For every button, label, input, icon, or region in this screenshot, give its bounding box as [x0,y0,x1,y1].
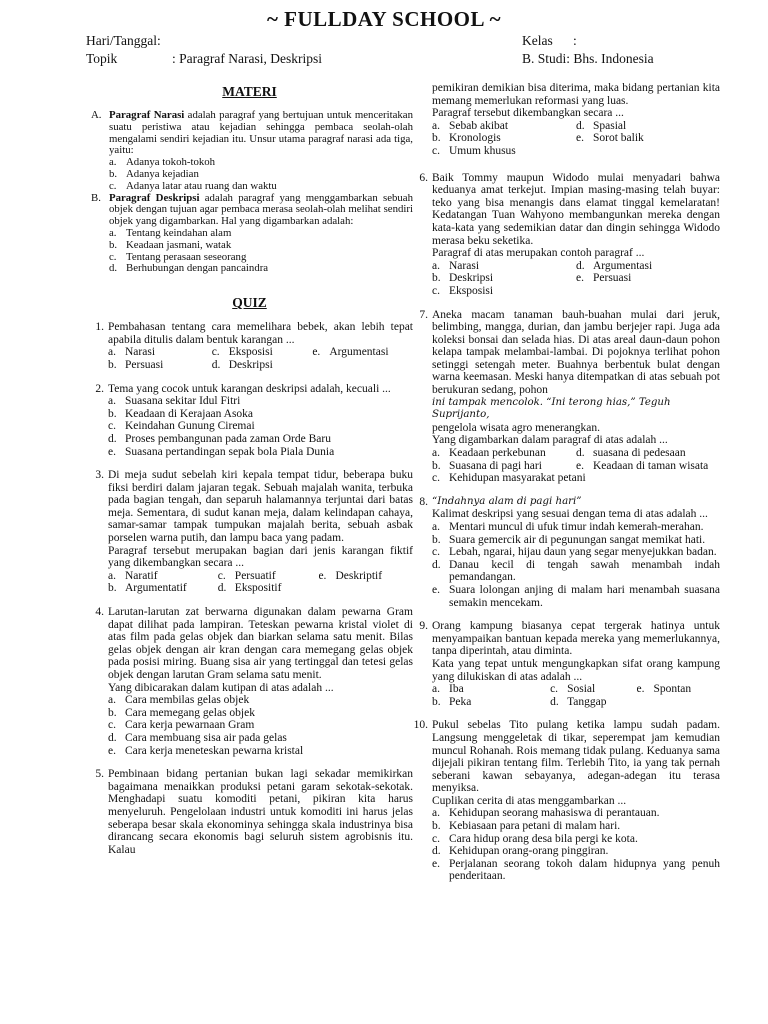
option: c. Kehidupan masyarakat petani [432,472,586,485]
option: d. Cara membuang sisa air pada gelas [108,731,287,744]
question-text: pemikiran demikian bisa diterima, maka bidang pertanian kita memang memerlukan reformasi yang luas. [432,82,720,107]
option: b. Kronologis [432,132,501,145]
option: e. Deskriptif [318,569,383,582]
option: c. Persuatif [217,569,276,582]
option: e. Perjalanan seorang tokoh dalam hidupnya yang penuh penderitaan. [432,857,720,883]
option: e. Keadaan di taman wisata [576,459,709,472]
question-5 [86,768,413,856]
option: a. Iba [432,683,464,696]
question-number: 2. [95,382,104,395]
question-prompt: Paragraf di atas merupakan contoh paragraf ... [432,247,645,260]
question-number: 10. [413,719,428,732]
option: d. Proses pembangunan pada zaman Orde Baru [108,432,331,445]
materi-a-label: A. [91,109,102,121]
option: a. Cara membilas gelas objek [108,694,250,707]
list-item: b. Keadaan jasmani, watak [109,238,232,251]
option: c. Eksposisi [211,346,273,359]
option: d. Deskripsi [211,358,273,371]
option: c. Lebah, ngarai, hijau daun yang segar menyejukkan badan. [432,546,717,559]
list-item: c. Tentang perasaan seseorang [109,250,247,263]
question-6 [410,172,720,298]
topik-label: Topik [86,51,118,66]
option: e. Cara kerja meneteskan pewarna kristal [108,744,304,757]
option: b. Persuasi [108,358,164,371]
option: c. Sosial [550,683,596,696]
question-prompt: Cuplikan cerita di atas menggambarkan ... [432,794,627,807]
option: a. Mentari muncul di ufuk timur indah kemerah-merahan. [432,521,704,533]
list-item: a. Adanya tokoh-tokoh [109,156,216,169]
option: c. Umum khusus [432,144,516,157]
question-7 [410,309,720,485]
question-text: Di meja sudut sebelah kiri kepala tempat tidur, beberapa buku fiksi berdiri dalam jajaran tegak. Sebuah majalah wanita, terbuka pada bagian tengah, dan separuh halamannya terjuntai dari batas meja. Sementara, di sudut kanan meja, dalam kelindapan cahaya, samar-samar tampak tumpukan majalah berita, sebuah asbak porselen warna putih, dan lampu baca yang padam. [108,469,413,545]
question-4 [86,606,413,757]
question-number: 7. [419,308,428,321]
kelas-label: Kelas : [522,33,577,48]
question-number: 6. [419,171,428,184]
option: e. Sorot balik [576,132,644,145]
option: a. Narasi [432,259,480,272]
list-item: a. Tentang keindahan alam [109,226,232,239]
question-number: 9. [419,620,428,633]
question-number: 8. [419,495,428,508]
question-prompt: Yang dibicarakan dalam kutipan di atas adalah ... [108,681,334,694]
materi-b [86,193,413,276]
option: b. Argumentatif [108,582,187,595]
option: a. Kehidupan seorang mahasiswa di perantauan. [432,807,660,820]
question-text: Orang kampung biasanya cepat tergerak hatinya untuk menyampaikan bantuan kepada mereka yang memerlukannya, tanpa diperintah, atau diminta. [432,620,720,658]
option: d. Argumentasi [576,259,653,272]
question-text: Pembinaan bidang pertanian bukan lagi sekadar memikirkan bagaimana menaikkan produksi petani garam sekotak-sekotak. Menghadapi suatu komoditi petani, pikiran kita harus menyeluruh. Pengelolaan industri untuk komoditi ini harus jelas seberapa besar skala ekonominya sehingga skala industrinya bisa dirancang secara ekonomis bagi seluruh sistem agrobisnis itu. Kalau [108,768,413,856]
question-text: Pukul sebelas Tito pulang ketika lampu sudah padam. Langsung menggeletak di tikar, seperempat jam kemudian muncul Rohanah. Rois memang tidak pulang. Keduanya sama dijejali pikiran tentang film. Terlebih Tito, ia yang tak pernah seberani kawan sebayanya, adegan-adegan itu terasa menyiksa. [432,719,720,795]
hari-tanggal-label: Hari/Tanggal: [86,33,161,48]
question-prompt: Kalimat deskripsi yang sesuai dengan tema di atas adalah ... [432,508,708,521]
question-text: pengelola wisata agro menerangkan. [432,421,600,434]
list-item: d. Berhubungan dengan pancaindra [109,262,269,275]
handwritten-quote: ini tampak mencolok. “Ini terong hias,” Teguh Suprijanto, [432,396,671,421]
question-prompt: Paragraf tersebut merupakan bagian dari jenis karangan fiktif yang dikembangkan secara ... [108,544,413,570]
question-2 [86,383,413,459]
option: c. Cara kerja pewarnaan Gram [108,719,255,732]
option: a. Suasana sekitar Idul Fitri [108,395,241,408]
option: a. Narasi [108,346,156,359]
option: b. Peka [432,695,472,708]
option: a. Naratif [108,569,158,582]
question-9 [410,620,720,708]
option: d. Tanggap [550,695,607,708]
option: d. Danau kecil di tengah sawah menambah indah pemandangan. [432,558,720,584]
question-number: 3. [95,469,104,482]
question-text: Larutan-larutan zat berwarna digunakan dalam pewarna Gram dapat dilihat pada lampiran. Teteskan pewarna kristal violet di atas film pada gelas objek dan biarkan selama satu menit. Bilas gelas objek dengan air kran dengan cara memegang gelas objek pada posisi miring. Buang sisa air yang tertinggal dan tetesi gelas objek dengan larutan Gram selama satu menit. [108,606,413,681]
option: e. Suara lolongan anjing di malam hari menambah suasana semakin mencekam. [432,583,720,609]
question-prompt: Yang digambarkan dalam paragraf di atas adalah ... [432,434,668,447]
option: d. Ekspositif [217,582,282,595]
list-item: c. Adanya latar atau ruang dan waktu [109,179,277,192]
option: a. Keadaan perkebunan [432,447,546,460]
question-text: Pembahasan tentang cara memelihara bebek, akan lebih tepat apabila ditulis dalam bentuk karangan ... [108,321,413,346]
question-number: 5. [95,768,104,781]
quiz-heading: QUIZ [232,295,267,311]
question-8 [410,496,720,609]
option: b. Suara gemercik air di pegunungan sangat memikat hati. [432,533,706,546]
question-number: 1. [95,321,104,334]
option: a. Sebab akibat [432,119,509,132]
question-1 [86,321,413,371]
option: b. Kebiasaan para petani di malam hari. [432,820,621,833]
topik-value: : Paragraf Narasi, Deskripsi [172,51,322,66]
materi-a-text: adalah paragraf yang bertujuan untuk menceritakan suatu peristiwa atau kejadian sehingga pembaca seolah-olah mengalami sendiri kejadian itu. Unsur utama paragraf narasi ada tiga, yaitu: [109,109,414,157]
question-prompt: Paragraf tersebut dikembangkan secara ... [432,107,624,120]
option: c. Keindahan Gunung Ciremai [108,420,255,433]
option: e. Suasana pertandingan sepak bola Piala Dunia [108,445,335,458]
question-text: Baik Tommy maupun Widodo mulai menyadari bahwa keduanya amat terkejut. Impian masing-masing telah buyar: teko yang bisa menangis dans elamat tinggal kemelaratan! Kedatangan Tuan Wahyono membangunkan mereka dengan kata-kata yang sedemikian datar dan dingin sehingga Widodo merasa beku seketika. [432,171,720,247]
materi-a-term: Paragraf Narasi [109,109,185,121]
question-text: Tema yang cocok untuk karangan deskripsi adalah, kecuali ... [108,382,391,395]
question-prompt: Kata yang tepat untuk mengungkapkan sifat orang kampung yang dilukiskan di atas adalah ... [432,657,720,683]
page-title: ~ FULLDAY SCHOOL ~ [266,7,502,31]
question-3 [86,469,413,595]
option: c. Cara hidup orang desa bila pergi ke kota. [432,832,638,845]
materi-a [86,110,413,193]
left-column [86,80,413,867]
materi-heading: MATERI [222,84,277,99]
question-number: 4. [95,606,104,619]
option: e. Persuasi [576,272,632,285]
materi-b-term: Paragraf Deskripsi [109,191,200,204]
option: c. Eksposisi [432,284,494,297]
list-item: b. Adanya kejadian [109,167,199,180]
question-10 [410,719,720,883]
option: d. suasana di pedesaan [576,447,686,460]
question-5-continued [410,82,720,158]
option: b. Suasana di pagi hari [432,459,542,472]
option: e. Argumentasi [312,346,389,359]
option: b. Cara memegang gelas objek [108,706,255,719]
question-text: Aneka macam tanaman bauh-buahan mulai dari jeruk, belimbing, mangga, durian, dan jambu berjejer rapi. Juga ada koleksi bonsai dan selada hias. Di atas areal daun-daun pohon kelapa tampak melambai-lambai. Di pojoknya terlihat pohon setinggi setengah meter. Buahnya berbentuk bulat dengan warna keemasan. Meski hanya ditempatkan di atas sebuah pot berukuran sedang, pohon [432,308,720,397]
option: d. Spasial [576,119,627,132]
option: b. Keadaan di Kerajaan Asoka [108,407,254,420]
studi-label: B. Studi: Bhs. Indonesia [522,51,654,66]
option: d. Kehidupan orang-orang pinggiran. [432,845,609,858]
option: e. Spontan [636,683,692,696]
right-column [410,82,720,894]
option: b. Deskripsi [432,272,494,285]
materi-b-label: B. [91,191,101,204]
materi-b-text: adalah paragraf yang menggambarkan sebuah objek dengan tujuan agar pembaca merasa seolah-olah melihat sendiri objek yang digambarkan. Hal yang digambarkan adalah: [109,191,413,228]
handwritten-theme: “Indahnya alam di pagi hari” [432,495,582,507]
